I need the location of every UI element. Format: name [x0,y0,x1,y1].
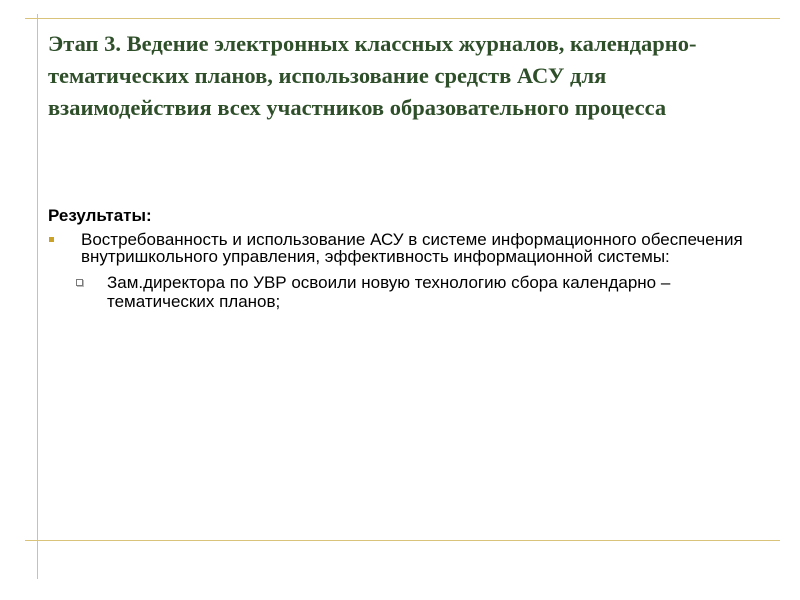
square-bullet-icon [49,237,54,242]
results-label: Результаты: [48,206,152,225]
hollow-square-bullet-icon [76,279,83,286]
top-rule [25,18,780,19]
bullet-text: Востребованность и использование АСУ в системе информационного обеспечения внутришкольного управления, эффективность информационной системы: [81,230,743,266]
bottom-rule [25,540,780,541]
slide-title: Этап 3. Ведение электронных классных журналов, календарно-тематических планов, использование средств АСУ для взаимодействия всех участников образовательного процесса [48,31,697,120]
sub-bullet-item [48,273,768,311]
slide-content [48,205,768,311]
sub-bullet-text: Зам.директора по УВР освоили новую технологию сбора календарно –тематических планов; [107,273,671,311]
vertical-rule [37,14,38,579]
bullet-item [48,231,768,265]
